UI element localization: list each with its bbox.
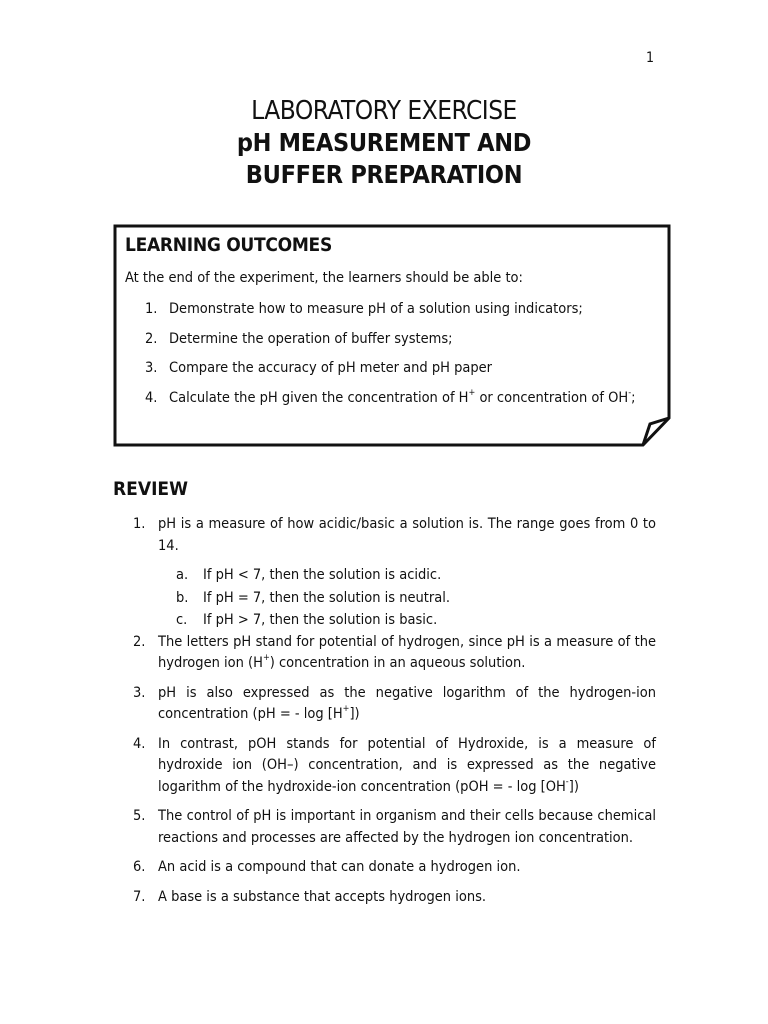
list-item: 2. Determine the operation of buffer systems; (145, 330, 453, 347)
list-item: 1. Demonstrate how to measure pH of a solution using indicators; (145, 301, 583, 317)
learning-outcomes-heading: LEARNING OUTCOMES (125, 234, 332, 256)
learning-outcomes-box (113, 224, 673, 450)
review-list (133, 514, 656, 908)
page-number: 1 (646, 50, 655, 66)
list-item: 3. pH is also expressed as the negative logarithm of the hydrogen-ion concentration (pH = - log [H+]) (133, 684, 656, 722)
learning-outcomes-list (145, 299, 636, 417)
review-heading: REVIEW (113, 478, 188, 500)
sub-list (158, 564, 656, 632)
sub-list-item: b. If pH = 7, then the solution is neutral. (176, 589, 451, 606)
sub-list-item: c. If pH > 7, then the solution is basic. (176, 612, 438, 628)
list-item: 4. Calculate the pH given the concentration of H+ or concentration of OH-; (145, 387, 636, 406)
title-line-2: pH MEASUREMENT AND (236, 128, 532, 157)
title-line-3: BUFFER PREPARATION (245, 160, 523, 189)
list-item: 4. In contrast, pOH stands for potential of Hydroxide, is a measure of hydroxide ion (OH–) concentration, and is expressed as the negative logarithm of the hydroxide-ion concentration (pOH = - log [OH-]) (133, 735, 656, 795)
list-item: 7. A base is a substance that accepts hydrogen ions. (133, 888, 487, 905)
document-title (0, 95, 768, 191)
learning-outcomes-intro: At the end of the experiment, the learners should be able to: (125, 270, 523, 286)
list-item: 2. The letters pH stand for potential of hydrogen, since pH is a measure of the hydrogen ion (H+) concentration in an aqueous solution. (133, 633, 656, 671)
list-item: 1. pH is a measure of how acidic/basic a solution is. The range goes from 0 to 14. a. If pH < 7, then the solution is acidic. b. If pH = 7, then the solution is neutral. c. If pH > 7, then the solution is basic. (133, 514, 656, 632)
list-item: 3. Compare the accuracy of pH meter and pH paper (145, 360, 493, 376)
list-item: 6. An acid is a compound that can donate a hydrogen ion. (133, 859, 521, 875)
sub-list-item: a. If pH < 7, then the solution is acidic. (176, 567, 442, 583)
list-item: 5. The control of pH is important in organism and their cells because chemical reactions and processes are affected by the hydrogen ion concentration. (133, 808, 656, 846)
title-line-1: LABORATORY EXERCISE (251, 96, 517, 126)
